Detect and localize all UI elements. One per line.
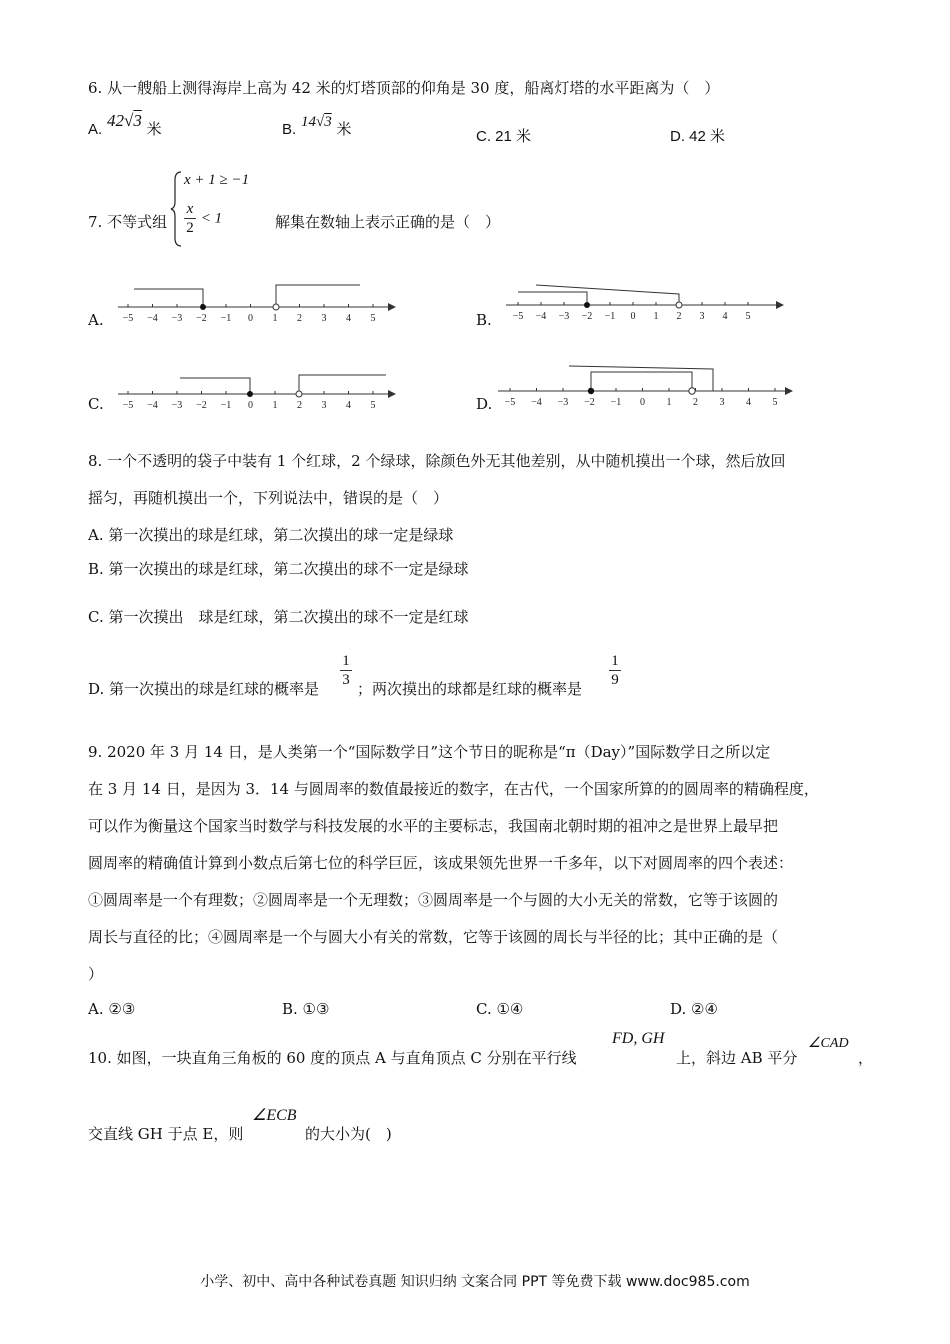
tick-label: −4 [147, 313, 158, 324]
q9-line-5: ①圆周率是一个有理数；②圆周率是一个无理数；③圆周率是一个与圆的大小无关的常数，它等于该圆的 [88, 891, 779, 909]
q7-system [170, 170, 270, 250]
q10-math-fd-gh: FD, GH [612, 1030, 665, 1047]
tick-label: 4 [746, 397, 751, 408]
q9-line-4: 圆周率的精确值计算到小数点后第七位的科学巨匠，该成果领先世界一千多年，以下对圆周率的四个表述： [88, 854, 794, 872]
open-point [273, 304, 279, 310]
open-point [676, 302, 682, 308]
q9-line-6: 周长与直径的比；④圆周率是一个与圆大小有关的常数，它等于该圆的周长与半径的比；其中正确的是（ [88, 928, 779, 946]
q9-option-a: A. ②③ [88, 1000, 136, 1018]
tick-label: 5 [370, 400, 376, 410]
q7-option-b-label: B. [476, 311, 492, 329]
q6-stem: 6. 从一艘船上测得海岸上高为 42 米的灯塔顶部的仰角是 30 度，船离灯塔的水平距离为（ ） [88, 79, 720, 97]
tick-label: −1 [610, 397, 622, 408]
tick-label: 3 [719, 397, 725, 408]
tick-label: 2 [676, 311, 682, 322]
tick-label: 0 [640, 397, 645, 408]
q7-ineq1: x + 1 ≥ −1 [184, 172, 250, 188]
tick-label: 5 [745, 311, 751, 322]
tick-label: 1 [272, 400, 278, 410]
tick-label: 0 [248, 400, 253, 410]
closed-point [584, 302, 590, 308]
tick-label: 5 [772, 397, 778, 408]
q8-fraction-1-3: $\frac{1}{3}$ [340, 652, 352, 689]
q6-option-a: A. 42√3 米 [88, 111, 162, 138]
q10-math-ecb: ∠ECB [252, 1107, 297, 1124]
tick-label: 4 [346, 400, 351, 410]
q8-option-d: D. 第一次摸出的球是红球的概率是 [88, 680, 320, 698]
q9-option-c: C. ①④ [476, 1000, 524, 1018]
number-line-b [498, 280, 788, 325]
brace-icon [170, 170, 184, 248]
tick-label: −1 [604, 311, 616, 322]
open-point [296, 391, 302, 397]
q7-ineq2: $\frac{x}{2}$ < 1 [184, 200, 222, 237]
q6-option-d: D. 42 米 [670, 128, 726, 145]
q9-option-b: B. ①③ [282, 1000, 330, 1018]
q7-option-c-label: C. [88, 395, 104, 413]
tick-label: 1 [666, 397, 672, 408]
q9-line-2: 在 3 月 14 日，是因为 3．14 与圆周率的数值最接近的数字，在古代，一个国家所算的的圆周率的精确程度， [88, 780, 819, 798]
number-line-d [490, 362, 800, 414]
page-footer: 小学、初中、高中各种试卷真题 知识归纳 文案合同 PPT 等免费下载 www.doc985.com [200, 1274, 750, 1290]
tick-label: 2 [297, 313, 302, 324]
q10-line2-part2: 的大小为( ) [305, 1125, 392, 1143]
q10-line1-part3: ， [858, 1049, 874, 1067]
tick-label: −4 [535, 311, 547, 322]
tick-label: −2 [584, 397, 595, 408]
tick-label: −4 [147, 400, 158, 410]
q10-math-cad: ∠CAD [808, 1036, 849, 1051]
tick-label: −3 [557, 397, 569, 408]
q9-line-7: ） [88, 965, 104, 983]
tick-label: 3 [699, 311, 705, 322]
q10-line1-part1: 10. 如图，一块直角三角板的 60 度的顶点 A 与直角顶点 C 分别在平行线 [88, 1049, 577, 1067]
q10-line1-part2: 上，斜边 AB 平分 [676, 1049, 798, 1067]
tick-label: −3 [558, 311, 570, 322]
q10-line2-part1: 交直线 GH 于点 E，则 [88, 1125, 244, 1143]
tick-label: 4 [346, 313, 351, 324]
q8-stem-line1: 8. 一个不透明的袋子中装有 1 个红球，2 个绿球，除颜色外无其他差别，从中随机摸出一个球，然后放回 [88, 452, 786, 470]
q8-option-a: A. 第一次摸出的球是红球，第二次摸出的球一定是绿球 [88, 526, 454, 544]
tick-label: −5 [122, 400, 134, 410]
q8-option-b: B. 第一次摸出的球是红球，第二次摸出的球不一定是绿球 [88, 560, 469, 578]
q7-option-a-label: A. [88, 311, 104, 329]
q6-option-c: C. 21 米 [476, 128, 532, 145]
number-line-a [110, 280, 400, 325]
tick-label: 3 [321, 400, 327, 410]
tick-label: −1 [220, 313, 232, 324]
q8-option-d-part2: ；两次摸出的球都是红球的概率是 [357, 680, 583, 698]
tick-label: 0 [630, 311, 636, 322]
q9-option-d: D. ②④ [670, 1000, 718, 1018]
q7-option-d-label: D. [476, 395, 493, 413]
tick-label: −2 [196, 400, 207, 410]
q8-option-c: C. 第一次摸出 球是红球，第二次摸出的球不一定是红球 [88, 608, 469, 626]
tick-label: 1 [653, 311, 659, 322]
q8-stem-line2: 摇匀，再随机摸出一个，下列说法中，错误的是（ ） [88, 489, 449, 507]
q7-prefix: 7. 不等式组 [88, 213, 168, 231]
number-line-c [110, 365, 400, 410]
q9-line-3: 可以作为衡量这个国家当时数学与科技发展的水平的主要标志，我国南北朝时期的祖冲之是世界上最早把 [88, 817, 779, 835]
tick-label: −3 [171, 313, 183, 324]
open-point [689, 388, 695, 394]
q6-option-b: B. 14√3 米 [282, 114, 352, 138]
tick-label: −4 [531, 397, 542, 408]
tick-label: 1 [272, 313, 278, 324]
q8-fraction-1-9: $\frac{1}{9}$ [609, 652, 621, 689]
tick-label: −2 [581, 311, 593, 322]
tick-label: 2 [297, 400, 302, 410]
q9-line-1: 9. 2020 年 3 月 14 日，是人类第一个“国际数学日”这个节日的昵称是“π（Day）”国际数学日之所以定 [88, 743, 771, 761]
tick-label: −3 [171, 400, 183, 410]
closed-point [588, 388, 594, 394]
tick-label: 3 [321, 313, 327, 324]
tick-label: −2 [196, 313, 207, 324]
tick-label: −1 [220, 400, 232, 410]
tick-label: −5 [504, 397, 516, 408]
tick-label: −5 [122, 313, 134, 324]
closed-point [200, 304, 206, 310]
tick-label: 0 [248, 313, 253, 324]
q7-suffix: 解集在数轴上表示正确的是（ ） [275, 213, 501, 231]
tick-label: 2 [693, 397, 698, 408]
closed-point [247, 391, 253, 397]
tick-label: 5 [370, 313, 376, 324]
tick-label: −5 [512, 311, 524, 322]
tick-label: 4 [722, 311, 728, 322]
